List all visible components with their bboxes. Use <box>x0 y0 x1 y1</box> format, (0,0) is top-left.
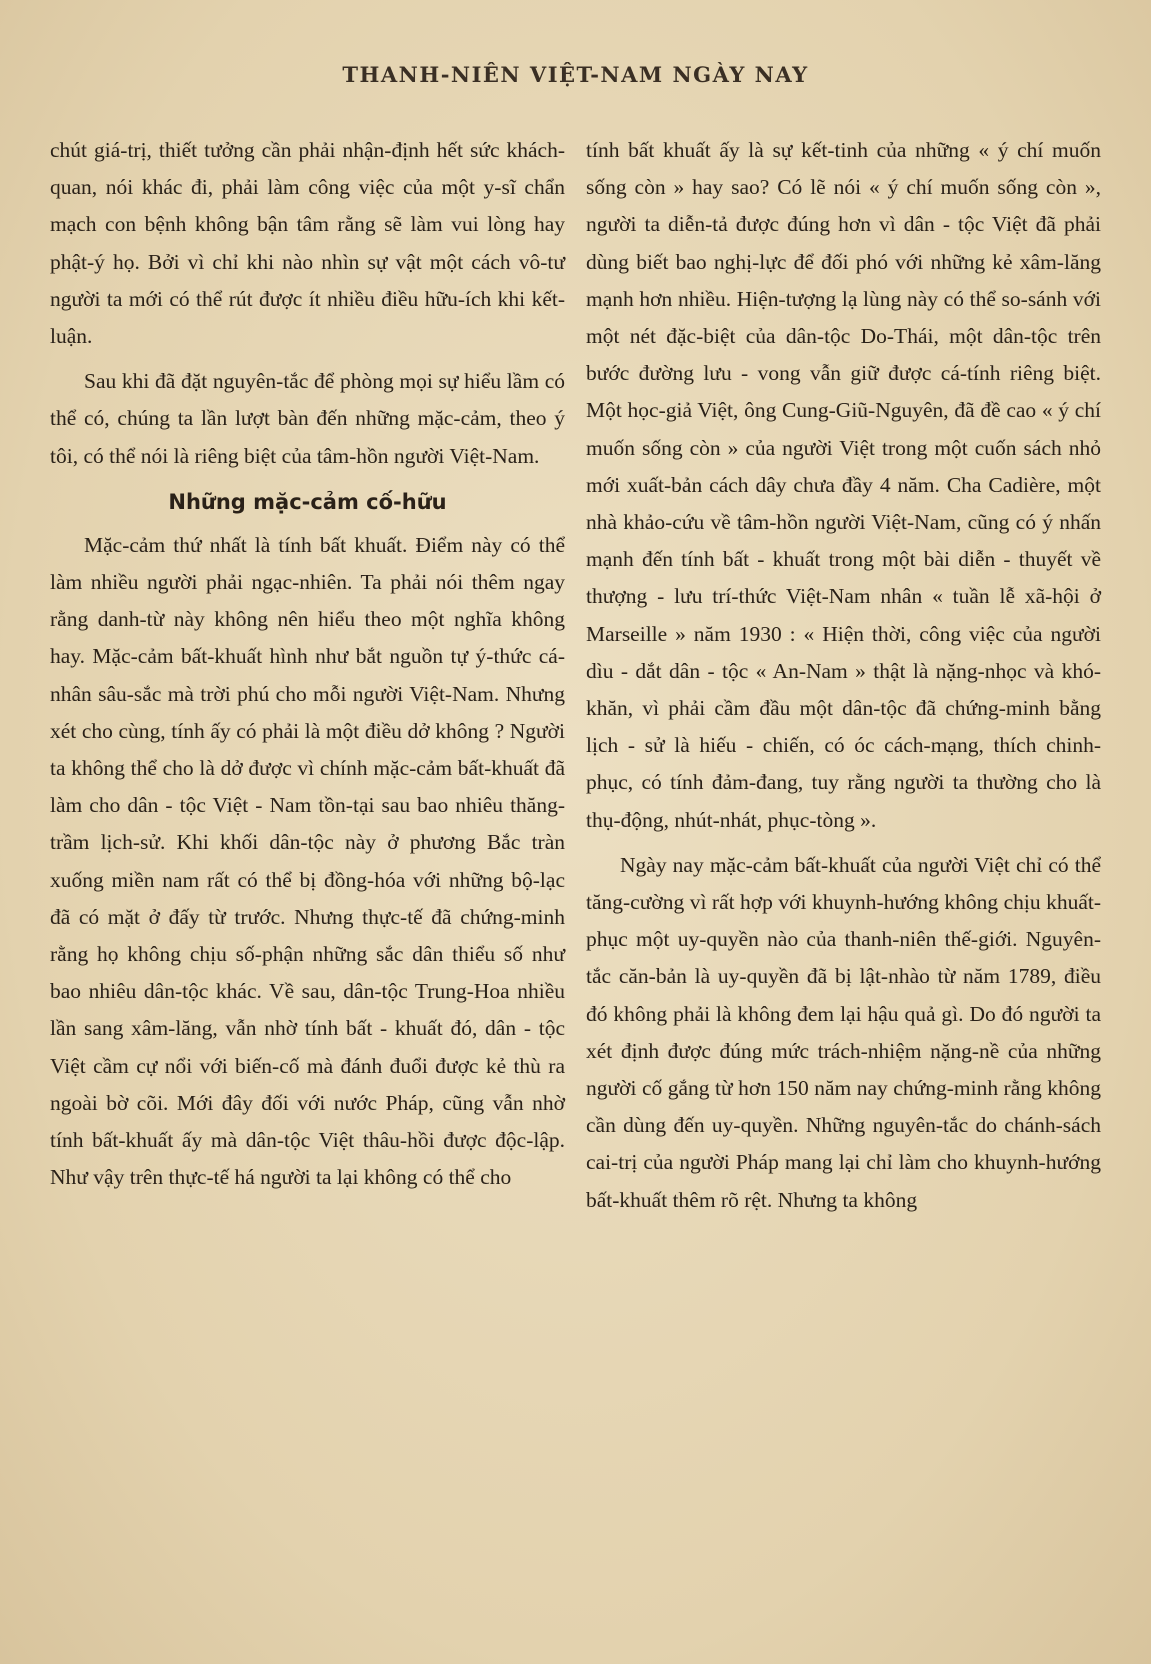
right-column <box>586 132 1101 1219</box>
left-column <box>50 132 565 1196</box>
left-paragraph-3: Mặc-cảm thứ nhất là tính bất khuất. Điểm này có thể làm nhiều người phải ngạc-nhiên. Ta phải nói thêm ngay rằng danh-từ này không nên hiểu theo một nghĩa không hay. Mặc-cảm bất-khuất hình như bắt nguồn tự ý-thức cá-nhân sâu-sắc mà trời phú cho mỗi người Việt-Nam. Nhưng xét cho cùng, tính ấy có phải là một điều dở không ? Người ta không thể cho là dở được vì chính mặc-cảm bất-khuất đã làm cho dân - tộc Việt - Nam tồn-tại sau bao nhiêu thăng-trầm lịch-sử. Khi khối dân-tộc này ở phương Bắc tràn xuống miền nam rất có thể bị đồng-hóa với những bộ-lạc đã có mặt ở đấy từ trước. Nhưng thực-tế đã chứng-minh rằng họ không chịu số-phận những sắc dân thiểu số như bao nhiêu dân-tộc khác. Về sau, dân-tộc Trung-Hoa nhiều lần sang xâm-lăng, vẫn nhờ tính bất - khuất đó, dân - tộc Việt cầm cự nổi với biến-cố mà đánh đuổi được kẻ thù ra ngoài bờ cõi. Mới đây đối với nước Pháp, cũng vẫn nhờ tính bất-khuất ấy mà dân-tộc Việt thâu-hồi được độc-lập. Như vậy trên thực-tế há người ta lại không có thể cho <box>50 532 565 1190</box>
left-paragraph-2: Sau khi đã đặt nguyên-tắc để phòng mọi sự hiểu lầm có thể có, chúng ta lần lượt bàn đến những mặc-cảm, theo ý tôi, có thể nói là riêng biệt của tâm-hồn người Việt-Nam. <box>50 369 565 468</box>
section-heading: Những mặc-cảm cố-hữu <box>168 489 447 514</box>
right-paragraph-1: tính bất khuất ấy là sự kết-tinh của những « ý chí muốn sống còn » hay sao? Có lẽ nói « ý chí muốn sống còn », người ta diễn-tả được đúng hơn vì dân - tộc Việt đã phải dùng biết bao nghị-lực để đối phó với những kẻ xâm-lăng mạnh hơn nhiều. Hiện-tượng lạ lùng này có thể so-sánh với một nét đặc-biệt của dân-tộc Do-Thái, một dân-tộc trên bước đường lưu - vong vẫn giữ được cá-tính riêng biệt. Một học-giả Việt, ông Cung-Giũ-Nguyên, đã đề cao « ý chí muốn sống còn » của người Việt trong một cuốn sách nhỏ mới xuất-bản cách dây chưa đầy 4 năm. Cha Cadière, một nhà khảo-cứu về tâm-hồn người Việt-Nam, cũng có ý nhấn mạnh đến tính bất - khuất trong một bài diễn - thuyết về thượng - lưu trí-thức Việt-Nam nhân « tuần lễ xã-hội ở Marseille » năm 1930 : « Hiện thời, công việc của người dìu - dắt dân - tộc « An-Nam » thật là nặng-nhọc và khó-khăn, vì phải cầm đầu một dân-tộc đã chứng-minh bằng lịch - sử là hiếu - chiến, có óc cách-mạng, thích chinh-phục, có tính đảm-đang, tuy rằng người ta thường cho là thụ-động, nhút-nhát, phục-tòng ». <box>586 138 1101 832</box>
running-header: THANH-NIÊN VIỆT-NAM NGÀY NAY <box>342 62 809 87</box>
right-paragraph-2: Ngày nay mặc-cảm bất-khuất của người Việt chỉ có thể tăng-cường vì rất hợp với khuynh-hướng không chịu khuất-phục một uy-quyền nào của thanh-niên thế-giới. Nguyên-tắc căn-bản là uy-quyền đã bị lật-nhào từ năm 1789, điều đó không phải là không đem lại hậu quả gì. Do đó người ta xét định được đúng mức trách-nhiệm nặng-nề của những người cố gắng từ hơn 150 năm nay chứng-minh rằng không cần dùng đến uy-quyền. Những nguyên-tắc do chánh-sách cai-trị của người Pháp mang lại chỉ làm cho khuynh-hướng bất-khuất thêm rõ rệt. Nhưng ta không <box>586 852 1101 1212</box>
left-paragraph-1: chút giá-trị, thiết tưởng cần phải nhận-định hết sức khách-quan, nói khác đi, phải làm công việc của một y-sĩ chẩn mạch con bệnh không bận tâm rằng sẽ làm vui lòng hay phật-ý họ. Bởi vì chỉ khi nào nhìn sự vật một cách vô-tư người ta mới có thể rút được ít nhiều điều hữu-ích khi kết-luận. <box>50 138 565 349</box>
